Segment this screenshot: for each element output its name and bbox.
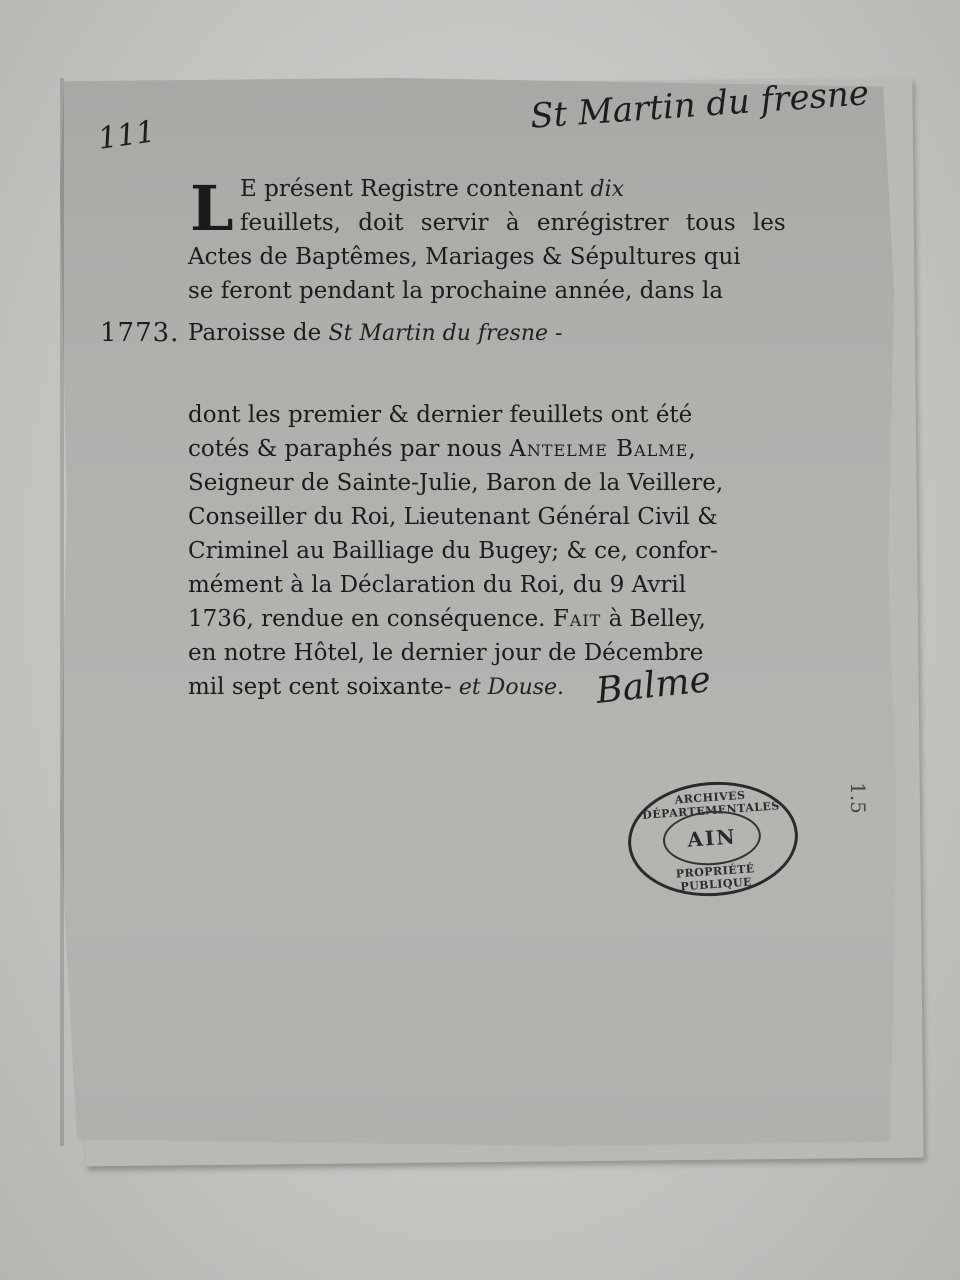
printed-line-2: feuillets, doit servir à enrégistrer tous les (240, 210, 786, 236)
stamp-bottom-text: PROPRIÉTÉ PUBLIQUE (675, 862, 756, 894)
para2-line-2-text: cotés & paraphés par nous (188, 436, 502, 462)
para2-line-9 (188, 670, 564, 705)
printed-line-5 (188, 316, 562, 351)
edge-mark: 1.5 (845, 782, 870, 814)
para2-line-5: Criminel au Bailliage du Bugey; & ce, confor- (188, 538, 718, 564)
para2-line-7 (188, 602, 706, 636)
drop-cap: L (190, 172, 234, 245)
para2-line-4: Conseiller du Roi, Lieutenant Général Civil & (188, 504, 718, 530)
handwritten-parish-heading: St Martin du fresne (529, 73, 871, 137)
para2-line-3: Seigneur de Sainte-Julie, Baron de la Veillere, (188, 470, 724, 496)
handwritten-folio-mark: 111 (95, 114, 158, 157)
page-edge (60, 78, 64, 1146)
signature: Balme (594, 659, 713, 712)
line5-print: Paroisse de (188, 320, 322, 346)
magistrate-name: Antelme Balme (509, 436, 689, 462)
printed-line-3: Actes de Baptêmes, Mariages & Sépultures qui (188, 244, 741, 270)
margin-year: 1773. (100, 318, 180, 348)
para2-line-8: en notre Hôtel, le dernier jour de Décembre (188, 640, 704, 666)
fait-word: Fait (552, 606, 602, 632)
para2-line-6: mément à la Déclaration du Roi, du 9 Avril (188, 572, 687, 598)
line5-handwritten-parish: St Martin du fresne - (328, 321, 563, 346)
handwritten-year-completion: et Douse. (458, 675, 565, 700)
stamp-center: AIN (661, 808, 763, 869)
line1-handwritten-count: dix (590, 177, 625, 202)
para2-line-1: dont les premier & dernier feuillets ont été (188, 402, 693, 428)
archives-stamp (624, 776, 802, 902)
para2-line-9-text: mil sept cent soixante- (188, 674, 452, 700)
printed-line-1 (240, 172, 624, 207)
magistrate-name-suffix: , (688, 436, 696, 462)
line1-print: E présent Registre contenant (240, 176, 584, 202)
para2-line-2 (188, 432, 696, 466)
fait-suffix: à Belley, (608, 606, 706, 632)
printed-line-4: se feront pendant la prochaine année, dans la (188, 278, 724, 304)
stamp-top-text: ARCHIVES DÉPARTEMENTALES (641, 788, 781, 822)
para2-line-7-text: 1736, rendue en conséquence. (188, 606, 546, 632)
